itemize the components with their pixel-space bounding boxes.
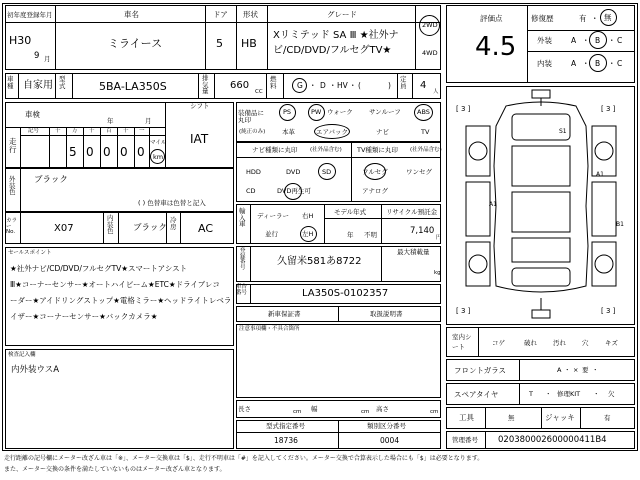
seat-dirt: 汚れ xyxy=(553,339,566,347)
seat-tear: 破れ xyxy=(524,339,537,347)
mgmt-label: 管理番号 xyxy=(452,436,478,444)
usage-value: 自家用 xyxy=(23,80,53,91)
width-label: 幅 xyxy=(311,405,318,413)
navi-dvdplay: DVD再生可 xyxy=(277,187,311,195)
length-cm: cm xyxy=(293,409,302,415)
digit-label-4: 百 xyxy=(106,128,112,134)
interior-grade-label: 内装 xyxy=(537,59,552,68)
displacement-label: 排気量 xyxy=(202,74,209,95)
category-label: 類別区分番号 xyxy=(367,422,406,430)
ac-value: AC xyxy=(198,222,214,235)
model-label: 型式 xyxy=(59,75,66,90)
fuel-dot2: ・ xyxy=(329,81,337,90)
max-load-kg: kg xyxy=(434,270,441,276)
front-glass-req: 要 xyxy=(582,366,589,374)
spare-kit: 修理KIT xyxy=(557,390,581,398)
shift-value: IAT xyxy=(190,132,209,146)
seat-scratch: キズ xyxy=(605,339,618,347)
exterior-color-value: ブラック xyxy=(34,175,68,185)
front-glass-mark: ・ xyxy=(592,366,599,374)
frame-no-label: 車台番号 xyxy=(236,284,248,296)
first-reg-label: 初年度登録年月 xyxy=(7,11,53,19)
repair-label: 修復歴 xyxy=(531,14,554,23)
height-label: 高さ xyxy=(376,405,389,413)
type-spec-label: 型式指定番号 xyxy=(266,422,305,430)
fuel-paren-close: ) xyxy=(388,81,391,90)
digit-label-5: 十 xyxy=(123,128,129,134)
length-label: 長さ xyxy=(238,405,251,413)
shift-label: シフト xyxy=(190,102,210,110)
inspector-block xyxy=(5,349,234,449)
body-label: 形状 xyxy=(243,10,258,19)
interior-grade-c: C xyxy=(617,59,623,68)
repair-dot: ・ xyxy=(591,14,599,23)
mileage-digit-4: 0 xyxy=(120,145,128,159)
front-glass-a: A xyxy=(557,366,562,374)
reg-no-label: 登録番号 xyxy=(240,248,246,271)
fuel-g: G xyxy=(297,81,303,90)
import-label: 輸入車 xyxy=(239,207,246,228)
km-label: km xyxy=(153,153,164,161)
fuel-dot1: ・ xyxy=(309,81,317,90)
equip-airbag: エアバック xyxy=(316,128,348,136)
tv-analog: アナログ xyxy=(362,187,388,195)
equipment-sub: (純正のみ) xyxy=(239,129,266,135)
capacity-unit: 人 xyxy=(433,89,439,95)
exterior-dot1: ・ xyxy=(582,36,590,45)
spare-dot1: ・ xyxy=(545,390,552,398)
note-label: 注意事項欄・不具合箇所 xyxy=(239,326,300,332)
diagram-b1: B1 xyxy=(616,221,624,228)
spare-dot2: ・ xyxy=(593,390,600,398)
mgmt-no: 020380002600000411B4 xyxy=(498,435,607,445)
model-year-unit: 年 xyxy=(347,231,354,239)
warranty-label: 新車保証書 xyxy=(268,310,301,318)
fuel-paren-open: ( xyxy=(358,81,361,90)
inspection-month-unit: 月 xyxy=(145,117,152,125)
row2 xyxy=(5,73,441,99)
equip-sunroof: サンルーフ xyxy=(369,108,401,116)
note-block xyxy=(236,324,441,398)
svg-text:[ 3 ]: [ 3 ] xyxy=(456,105,471,113)
grade-line2: ビ/CD/DVD/フルセグTV★ xyxy=(273,45,392,56)
capacity-label: 定員 xyxy=(400,75,407,90)
jack-label: ジャッキ xyxy=(545,413,575,422)
recycle-value: 7,140 xyxy=(410,226,435,236)
doors-label: ドア xyxy=(213,10,228,19)
navi-cd: CD xyxy=(246,187,256,195)
sales-line-3: ーダー★アイドリングストップ★電格ミラー★ヘッドライトレベラ xyxy=(10,296,232,305)
navi-dvd: DVD xyxy=(286,168,301,176)
score-label: 評価点 xyxy=(480,14,503,23)
displacement-value: 660 xyxy=(230,80,250,91)
equip-pw: PW xyxy=(311,108,322,116)
reg-no-value: 久留米581あ8722 xyxy=(277,256,362,267)
equip-ps: PS xyxy=(283,108,292,116)
capacity-value: 4 xyxy=(420,80,427,91)
spare-t: T xyxy=(529,390,533,398)
spare-tire-label: スペアタイヤ xyxy=(454,390,499,399)
diagram-s1: S1 xyxy=(559,128,567,135)
color-no-value: X07 xyxy=(54,223,74,234)
fuel-dot3: ・ xyxy=(349,81,357,90)
interior-color-label: 内装色 xyxy=(107,214,114,235)
repair-yes: 有 xyxy=(579,14,587,23)
equip-walk: ウォーク xyxy=(327,108,353,116)
equip-tv: TV xyxy=(421,128,430,136)
equipment-label: 装備品に丸印 xyxy=(238,109,264,124)
dimension-block xyxy=(236,400,441,418)
tool-value: 無 xyxy=(508,414,515,422)
spare-none: 欠 xyxy=(608,390,615,398)
inspection-year-unit: 年 xyxy=(107,117,114,125)
mileage-digit-5: 0 xyxy=(137,145,145,159)
interior-dot1: ・ xyxy=(582,59,590,68)
import-parallel: 並行 xyxy=(265,230,278,238)
frame-no-value: LA350S-0102357 xyxy=(302,288,389,299)
footer-line-2: また、メーター交換の条件を満たしていないものはメーター改ざん車となります。 xyxy=(4,466,226,473)
first-reg-year: H30 xyxy=(9,34,32,47)
front-glass-label: フロントガラス xyxy=(454,366,507,375)
vehicle-type-label: 車種 xyxy=(7,75,14,90)
car-name: ミライース xyxy=(108,37,163,50)
interior-grade-b: B xyxy=(595,59,601,68)
equip-leather: 本革 xyxy=(282,128,295,136)
navi-sd: SD xyxy=(322,168,332,176)
import-dealer: ディーラー xyxy=(257,212,289,220)
import-right-handle: 右H xyxy=(302,212,314,220)
digit-label-2: 万 xyxy=(72,128,78,134)
exterior-grade-label: 外装 xyxy=(537,36,552,45)
seat-burn: コゲ xyxy=(492,339,505,347)
diagram-a1-right: A1 xyxy=(596,171,604,178)
repair-no: 無 xyxy=(604,13,612,22)
exterior-grade-a: A xyxy=(571,36,577,45)
mileage-digit-1: 5 xyxy=(69,145,77,159)
tv-type-sub: (社外品含む) xyxy=(410,147,442,153)
body-value: HB xyxy=(241,37,257,50)
exterior-grade-b: B xyxy=(595,36,601,45)
interior-seat-label: 室内シート xyxy=(452,333,472,351)
inspector-note: 内外装ウスA xyxy=(11,365,60,375)
digit-label-3: 千 xyxy=(89,128,95,134)
digit-label-0: 記号 xyxy=(28,128,40,134)
car-diagram xyxy=(446,86,635,325)
color-change-note: ( ) 色替車は色替と記入 xyxy=(138,199,206,207)
type-spec-value: 18736 xyxy=(274,436,298,445)
seat-hole: 穴 xyxy=(582,339,589,347)
category-value: 0004 xyxy=(380,436,400,445)
exterior-dot2: ・ xyxy=(608,36,616,45)
model-year-label: モデル年式 xyxy=(334,208,367,216)
tool-label: 工具 xyxy=(459,413,474,422)
equip-navi: ナビ xyxy=(376,128,389,136)
exterior-color-label: 外装色 xyxy=(9,175,16,196)
height-cm: cm xyxy=(430,409,439,415)
first-reg-month: 9 xyxy=(34,51,40,61)
fuel-d: D xyxy=(320,81,326,90)
tv-fullseg: フルセグ xyxy=(362,168,388,176)
svg-text:[ 3 ]: [ 3 ] xyxy=(601,105,616,113)
equip-abs: ABS xyxy=(417,108,430,116)
drive-2wd: 2WD xyxy=(422,21,438,29)
grade-label: グレード xyxy=(327,10,357,19)
displacement-unit: CC xyxy=(255,89,263,95)
mileage-digit-3: 0 xyxy=(103,145,111,159)
diagram-a1-left: A1 xyxy=(489,201,497,208)
model-value: 5BA-LA350S xyxy=(99,80,167,93)
interior-color-value: ブラック xyxy=(133,223,167,233)
mileage-label: 走行 xyxy=(9,137,17,154)
score-value: 4.5 xyxy=(475,32,517,62)
sales-line-2: Ⅲ★コーナーセンサー★オートハイビーム★ETC★ドライブレコ xyxy=(10,280,220,289)
import-left-handle: 左H xyxy=(302,230,314,238)
sales-line-1: ★社外ナビ/CD/DVD/フルセグTV★スマートアシスト xyxy=(10,264,188,273)
digit-label-6: 一 xyxy=(139,128,145,134)
interior-grade-a: A xyxy=(571,59,577,68)
recycle-label: リサイクル預託金 xyxy=(386,208,438,216)
svg-text:[ 3 ]: [ 3 ] xyxy=(601,307,616,315)
mile-label: マイル xyxy=(150,140,167,146)
grade-line1: Xリミテッド SA Ⅲ ★社外ナ xyxy=(273,30,399,41)
sales-line-4: イザー★コーナーセンサー★バックカメラ★ xyxy=(10,312,158,321)
ac-label: 冷房 xyxy=(170,216,177,231)
navi-type-label: ナビ種類に丸印 xyxy=(252,146,298,154)
left-handle-circle xyxy=(300,226,317,242)
recycle-yen: 円 xyxy=(436,235,442,241)
interior-dot2: ・ xyxy=(608,59,616,68)
digit-label-1: 十 xyxy=(55,128,61,134)
first-reg-month-unit: 月 xyxy=(44,55,51,63)
manual-label: 取扱説明書 xyxy=(370,310,403,318)
footer-line-1: 走行距離の記号欄にメーター改ざん車は「※」、メーター交換車は「$」、走行不明車は「#」を記入してください。メーター交換で合算表示した場合にも「$」は必要となります。 xyxy=(4,455,484,462)
navi-type-sub: (社外品含む) xyxy=(310,147,342,153)
front-glass-dot: ・ xyxy=(564,366,571,374)
doors-value: 5 xyxy=(216,37,223,50)
model-year-unknown: 不明 xyxy=(364,231,377,239)
navi-hdd: HDD xyxy=(246,168,261,176)
jack-value: 有 xyxy=(604,414,611,422)
tv-oneseg: ワンセグ xyxy=(406,168,432,176)
front-glass-x: × xyxy=(573,366,579,374)
inspection-label: 車検 xyxy=(25,110,40,119)
fuel-label: 燃料 xyxy=(270,75,277,90)
width-cm: cm xyxy=(361,409,370,415)
svg-text:[ 3 ]: [ 3 ] xyxy=(456,307,471,315)
fuel-hv: HV xyxy=(337,81,348,90)
mileage-digit-2: 0 xyxy=(86,145,94,159)
exterior-grade-c: C xyxy=(617,36,623,45)
sales-point-label: セールスポイント xyxy=(8,250,52,256)
inspector-label: 検査記入欄 xyxy=(8,352,36,358)
car-name-label: 車名 xyxy=(124,10,139,19)
drive-4wd: 4WD xyxy=(422,49,438,57)
color-no-label: カラーNo. xyxy=(6,218,18,235)
tv-type-label: TV種類に丸印 xyxy=(357,146,398,154)
max-load-label: 最大積載量 xyxy=(397,248,430,256)
